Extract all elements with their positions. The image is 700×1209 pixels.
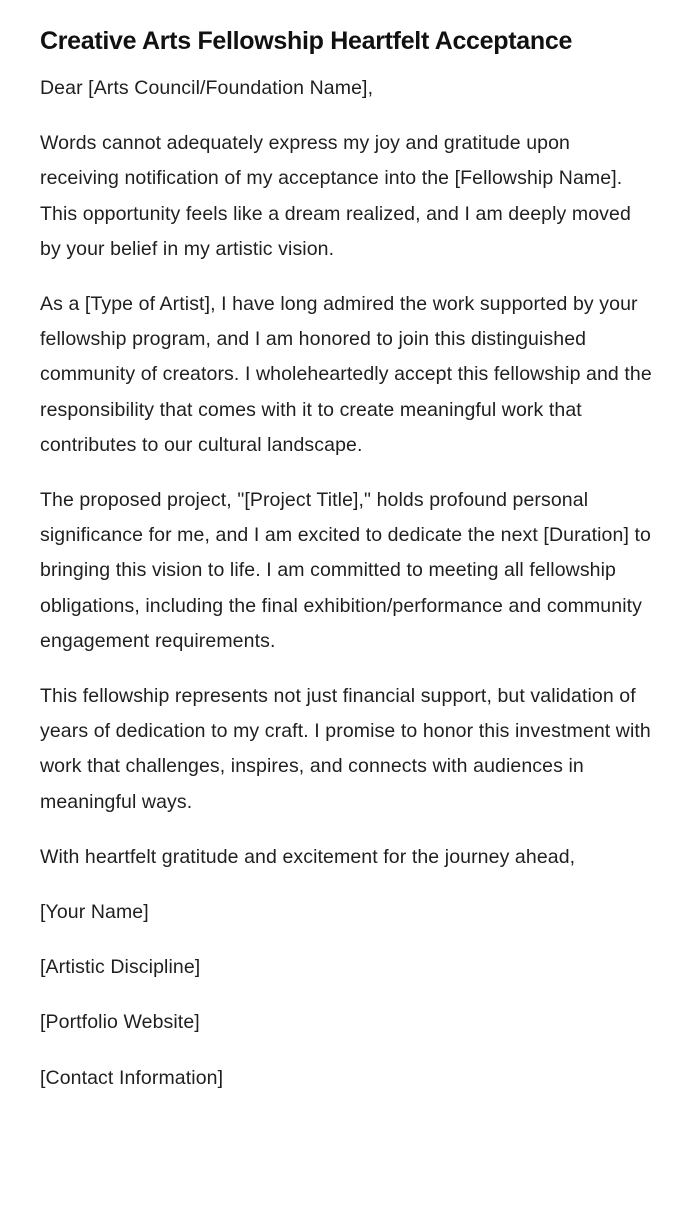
- document-title: Creative Arts Fellowship Heartfelt Acceptance: [40, 27, 573, 55]
- body-paragraph-2: As a [Type of Artist], I have long admired the work supported by your fellowship program, and I am honored to join this distinguished community of creators. I wholeheartedly accept this fellowship and the responsibility that comes with it to create meaningful work that contributes to our cultural landscape.: [40, 293, 652, 456]
- body-paragraph-4: This fellowship represents not just financial support, but validation of years of dedication to my craft. I promise to honor this investment with work that challenges, inspires, and connects with audiences in meaningful ways.: [40, 685, 651, 813]
- signature-website: [Portfolio Website]: [40, 1011, 200, 1034]
- signature-discipline: [Artistic Discipline]: [40, 956, 201, 979]
- letter-document: [40, 22, 652, 1116]
- body-paragraph-1: Words cannot adequately express my joy and gratitude upon receiving notification of my acceptance into the [Fellowship Name]. This opportunity feels like a dream realized, and I am deeply moved by your belief in my artistic vision.: [40, 132, 631, 260]
- closing-line: With heartfelt gratitude and excitement for the journey ahead,: [40, 845, 576, 868]
- signature-block: [40, 895, 652, 1096]
- salutation: Dear [Arts Council/Foundation Name],: [40, 77, 374, 99]
- signature-name: [Your Name]: [40, 901, 149, 924]
- signature-contact: [Contact Information]: [40, 1066, 224, 1089]
- body-paragraph-3: The proposed project, "[Project Title]," holds profound personal significance for me, and I am excited to dedicate the next [Duration] to bringing this vision to life. I am committed to meeting all fellowship obligations, including the final exhibition/performance and community engagement requirements.: [40, 489, 651, 652]
